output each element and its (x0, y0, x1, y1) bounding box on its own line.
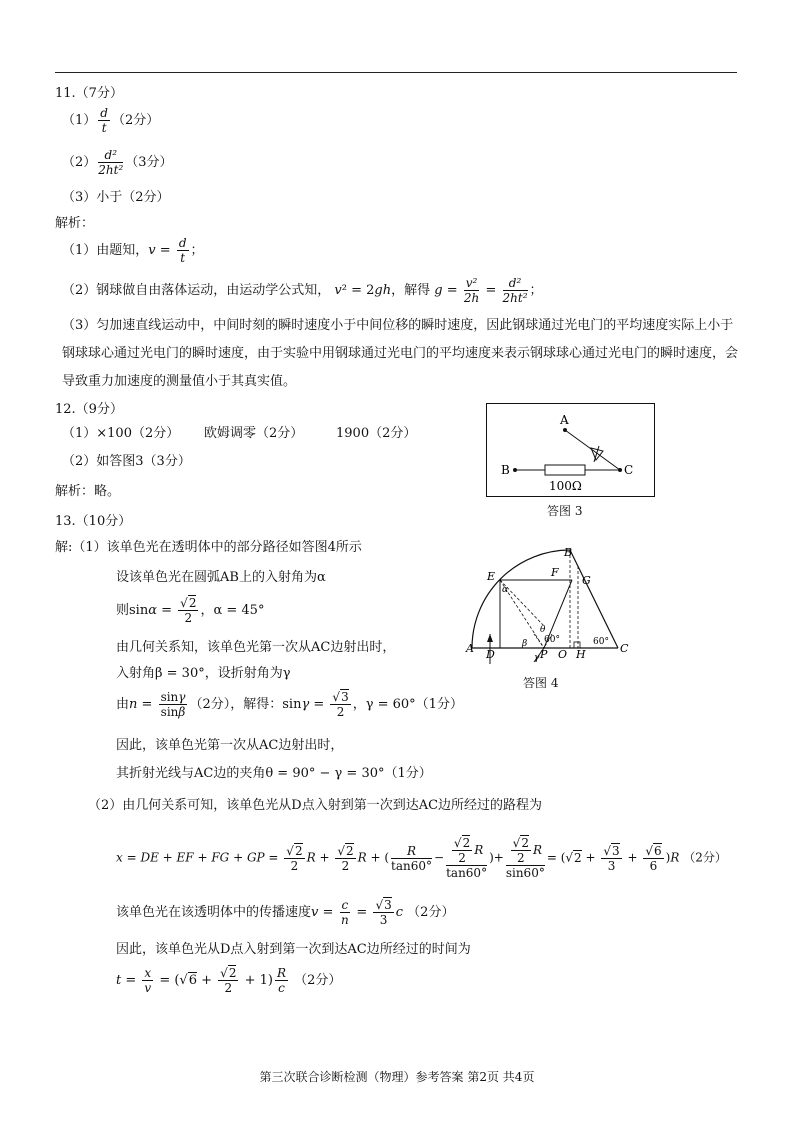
q13-line-1: 解:（1）该单色光在透明体中的部分路径如答图4所示 (55, 540, 362, 555)
fig4-label-f: F (551, 566, 559, 579)
figure-4 (460, 546, 635, 668)
fig3-label-resistor: 100Ω (549, 479, 582, 493)
fig4-label-c: C (620, 642, 629, 655)
q13-line-6: 由n = $\frac{\sin\gamma}{\sin\beta}$ （2分），解得：sinγ = $\frac{√3}{2}$ ，γ = 60°（1分） (116, 690, 463, 719)
fig4-label-o: O (558, 648, 568, 661)
q12-heading: 12.（9分） (55, 402, 123, 417)
figure-3-svg (487, 404, 654, 496)
q13-line-4: 由几何关系知，该单色光第一次从AC边射出时， (116, 640, 396, 655)
fig4-label-p: P (540, 648, 548, 661)
fig4-label-h: H (576, 648, 586, 661)
q13-heading: 13.（10分） (55, 514, 132, 529)
fig4-label-g: G (582, 574, 591, 587)
q13-line-8: 其折射光线与AC边的夹角θ = 90° − γ = 30°（1分） (116, 766, 432, 781)
fig4-label-a: A (466, 642, 474, 655)
q13-part2-line-1: （2）由几何关系可知，该单色光从D点入射到第一次到达AC边所经过的路程为 (88, 798, 543, 813)
fig4-label-60-b: 60° (593, 637, 609, 647)
arc-ab (472, 550, 570, 648)
fig4-label-b: B (564, 546, 573, 559)
fig4-label-alpha: α (502, 585, 509, 595)
q13-line-3: 则sinα = $\frac{√2}{2}$ ，α = 45° (116, 596, 265, 625)
q12-analysis: 解析：略。 (55, 484, 121, 499)
q13-line-5: 入射角β = 30°，设折射角为γ (116, 666, 291, 681)
q12-answer-1a: （1）×100（2分） (62, 426, 180, 441)
figure-4-caption: 答图 4 (523, 676, 559, 690)
q11-answer-1: （1） $\frac{d}{t}$ （2分） (62, 106, 160, 135)
q13-part2-velocity: 该单色光在该透明体中的传播速度v = $\frac{c}{n}$ = $\frac{√3}{3}$ c （2分） (116, 898, 455, 927)
page-footer: 第三次联合诊断检测（物理）参考答案 第2页 共4页 (259, 1070, 535, 1084)
top-rule (55, 72, 737, 73)
q13-part2-line-3: 因此，该单色光从D点入射到第一次到达AC边所经过的时间为 (116, 942, 471, 957)
q13-line-2: 设该单色光在圆弧AB上的入射角为α (116, 570, 326, 585)
fig4-label-d: D (486, 648, 495, 661)
figure-3-caption: 答图 3 (547, 504, 583, 518)
q12-answer-1b: 欧姆调零（2分） (204, 426, 304, 441)
fig4-label-theta: θ (540, 625, 546, 635)
fig4-label-60-a: 60° (544, 635, 560, 645)
q11-heading: 11.（7分） (55, 86, 123, 101)
q12-answer-2: （2）如答图3（3分） (62, 454, 191, 469)
fig3-label-b: B (501, 463, 510, 477)
q11-answer-2: （2） $\frac{\text{d²}}{\text{2ht²}}$ （3分） (62, 148, 173, 177)
side-bc (570, 550, 618, 648)
q11-answer-3: （3）小于（2分） (62, 190, 170, 205)
q11-analysis-3: （3）匀加速直线运动中，中间时刻的瞬时速度小于中间位移的瞬时速度，因此钢球通过光电门的平均速度实际上小于钢球球心通过光电门的瞬时速度，由于实验中用钢球通过光电门的平均速度来表示钢球球心通过光电门的瞬时速度，会导致重力加速度的测量值小于其真实值。 (62, 318, 739, 389)
q11-analysis-2: （2）钢球做自由落体运动，由运动学公式知， v² = 2gh，解得 g = $\frac{\text{v²}}{2h}$ = $\frac{\text{d²}}{\text{2ht²}}$ ； (62, 276, 543, 305)
fig3-label-a: A (560, 413, 569, 427)
resistor-symbol (545, 465, 585, 475)
q13-line-7: 因此，该单色光第一次从AC边射出时， (116, 738, 344, 753)
fig4-label-beta: β (522, 639, 528, 649)
q13-part2-distance-eq: x = DE + EF + FG + GP = $\frac{√2}{2}$ R + $\frac{√2}{2}$ R + ( $\frac{R}{\tan 60^\circ}$ − $\frac{√2}{2}$ R tan60° )+ $\frac{√2}{2}$ R sin60° = (√2 + $\frac{√3}{3}$ + $\frac{√6}{6}$ )R （2分） (116, 836, 727, 880)
q11-analysis-label: 解析： (55, 216, 95, 231)
fig4-label-gamma: γ (534, 653, 540, 663)
fig3-label-c: C (624, 463, 634, 477)
q11-analysis-1: （1）由题知，v = $\frac{d}{t}$ ； (62, 236, 204, 265)
figure-3 (486, 403, 655, 497)
q12-answer-1c: 1900（2分） (336, 426, 417, 441)
fig4-label-e: E (487, 570, 496, 583)
q13-part2-time-eq: t = $\frac{x}{v}$ = (√6 + $\frac{√2}{2}$ + 1) $\frac{R}{c}$ （2分） (116, 966, 342, 995)
